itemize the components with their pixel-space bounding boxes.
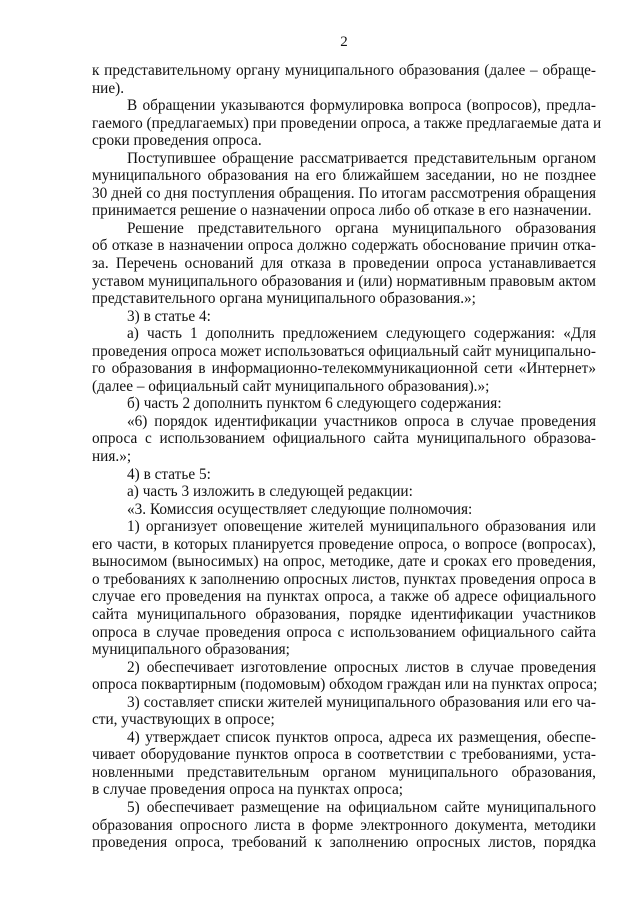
text-line: выносимом (выносимых) на опрос, методике, дате и сроках его проведения, [92,553,596,571]
text-line: сроки проведения опроса. [92,132,262,150]
text-line: за. Перечень оснований для отказа в проведении опроса устанавливается [92,255,596,273]
text-line: муниципального образования на его ближайшем заседании, но не позднее [92,167,596,185]
text-line: го образования в информационно-телекоммуникационной сети «Интернет» [92,360,596,378]
text-line: а) часть 1 дополнить предложением следующего содержания: «Для [127,325,596,343]
text-line: об отказе в назначении опроса должно содержать обоснование причин отка- [92,237,596,255]
text-line: опроса поквартирным (подомовым) обходом граждан или на пунктах опроса; [92,676,598,694]
text-line: проведения опроса может использоваться официальный сайт муниципально- [92,342,596,360]
text-line: проведения опроса, требований к заполнению опросных листов, порядка [92,834,596,852]
text-line: «3. Комиссия осуществляет следующие полномочия: [127,500,473,518]
text-line: опроса с использованием официального сайта муниципального образова- [92,430,596,448]
text-line: 3) в статье 4: [127,307,211,325]
text-line: В обращении указываются формулировка вопроса (вопросов), предла- [127,97,596,115]
text-line: принимается решение о назначении опроса либо об отказе в его назначении. [92,202,592,220]
text-line: 5) обеспечивает размещение на официальном сайте муниципального [127,798,596,816]
text-line: а) часть 3 изложить в следующей редакции: [127,483,413,501]
text-line: Решение представительного органа муниципального образования [127,219,596,237]
text-line: чивает оборудование пунктов опроса в соответствии с требованиями, уста- [92,746,596,764]
text-line: муниципального образования; [92,641,290,659]
text-line: (далее – официальный сайт муниципального образования).»; [92,377,490,395]
text-line: 1) организует оповещение жителей муниципального образования или [127,518,596,536]
text-line: случае его проведения на пунктах опроса, а также об адресе официального [92,588,596,606]
page-number: 2 [340,34,348,50]
text-line: в случае проведения опроса на пунктах опроса; [92,781,404,799]
text-line: представительного органа муниципального образования.»; [92,290,476,308]
text-line: гаемого (предлагаемых) при проведении опроса, а также предлагаемые дата и [92,114,602,132]
text-line: 2) обеспечивает изготовление опросных листов в случае проведения [127,658,596,676]
text-line: «6) порядок идентификации участников опроса в случае проведения [127,412,596,430]
text-line: 3) составляет списки жителей муниципального образования или его ча- [127,693,596,711]
text-line: сти, участвующих в опросе; [92,711,275,729]
document-body [92,62,602,852]
text-line: ние). [92,79,125,97]
text-line: о требованиях к заполнению опросных листов, пунктах проведения опроса в [92,570,596,588]
text-line: ния.»; [92,448,132,466]
text-line: опроса в случае проведения опроса с использованием официального сайта [92,623,596,641]
text-line: Поступившее обращение рассматривается представительным органом [127,149,596,167]
text-line: к представительному органу муниципального образования (далее – обраще- [92,62,596,79]
text-line: 4) утверждает список пунктов опроса, адреса их размещения, обеспе- [127,728,596,746]
text-line: 30 дней со дня поступления обращения. По итогам рассмотрения обращения [92,184,596,202]
text-line: образования опросного листа в форме электронного документа, методики [92,816,596,834]
text-line: 4) в статье 5: [127,465,211,483]
text-line: сайта муниципального образования, порядке идентификации участников [92,605,596,623]
text-line: б) часть 2 дополнить пунктом 6 следующего содержания: [127,395,502,413]
text-line: новленными представительным органом муниципального образования, [92,763,596,781]
text-line: его части, в которых планируется проведение опроса, о вопросе (вопросах), [92,535,596,553]
document-page [92,0,602,852]
text-line: уставом муниципального образования и (или) нормативным правовым актом [92,272,596,290]
